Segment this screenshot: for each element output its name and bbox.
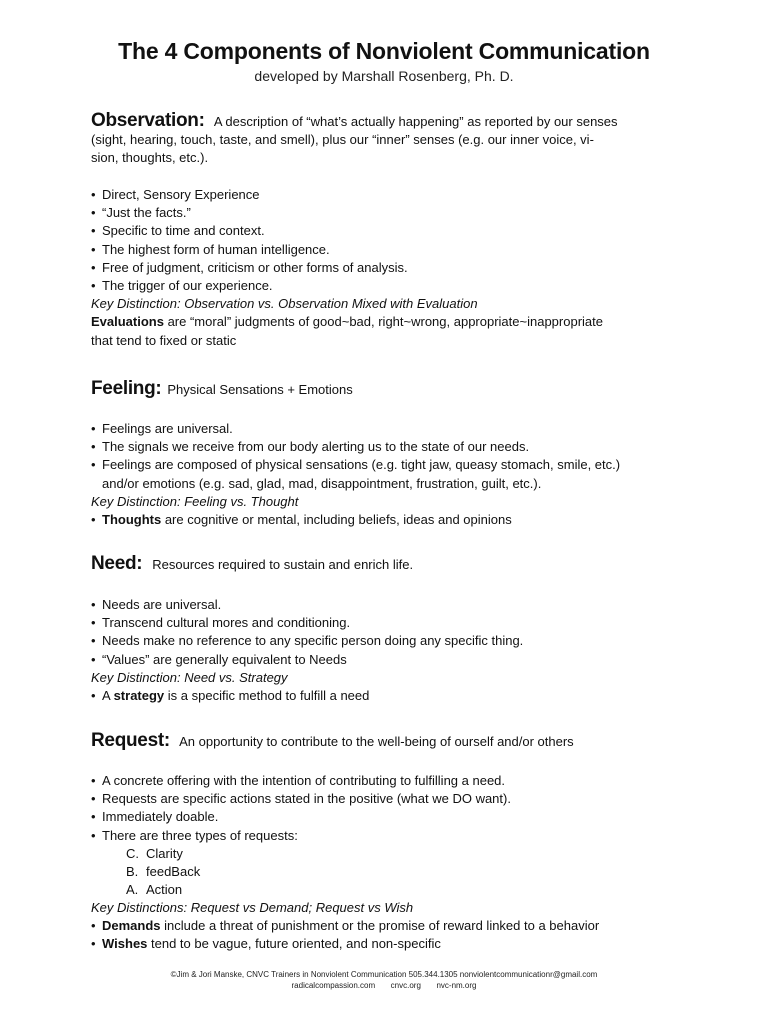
need-intro: Need: Resources required to sustain and enrich life.: [91, 553, 414, 574]
list-item: • Needs make no reference to any specific person doing any specific thing.: [91, 633, 524, 649]
list-item: • Specific to time and context.: [91, 223, 265, 239]
strategy-term: strategy: [113, 688, 165, 704]
feeling-key-distinction: Key Distinction: Feeling vs. Thought: [91, 493, 299, 509]
wishes-definition: • Wishes tend to be vague, future oriented, and non-specific: [91, 936, 441, 952]
feeling-definition: • Thoughts are cognitive or mental, including beliefs, ideas and opinions: [91, 512, 512, 528]
footer-credits: ©Jim & Jori Manske, CNVC Trainers in Nonviolent Communication 505.344.1305 nonviolentcommunicationr@gmail.com: [170, 970, 598, 979]
demands-definition: • Demands include a threat of punishment or the promise of reward linked to a behavior: [91, 918, 600, 934]
feeling-bullet-list: [91, 420, 676, 493]
list-item: • “Values” are generally equivalent to Needs: [91, 651, 347, 667]
observation-intro: Observation: A description of “what’s actually happening” as reported by our senses (sight, hearing, touch, taste, and smell), plus our “inner” senses (e.g. our inner voice, vi- sion, thoughts, etc.).: [91, 110, 618, 165]
request-types-list: [91, 845, 676, 899]
feeling-intro: Feeling: Physical Sensations + Emotions: [91, 378, 353, 399]
list-item: • The highest form of human intelligence.: [91, 241, 330, 257]
list-item: • Requests are specific actions stated in the positive (what we DO want).: [91, 791, 511, 807]
section-need: [91, 555, 676, 705]
section-observation: [91, 112, 676, 350]
list-item: • Feelings are universal.: [91, 421, 233, 436]
evaluations-term: Evaluations: [91, 314, 164, 330]
list-item: • Immediately doable.: [91, 809, 219, 825]
list-item-continuation: and/or emotions (e.g. sad, glad, mad, disappointment, frustration, guilt, etc.).: [102, 475, 542, 491]
request-type-item: A. Action: [126, 881, 183, 897]
request-type-item: B. feedBack: [126, 863, 201, 879]
observation-bullet-list: [91, 186, 676, 295]
section-feeling: [91, 380, 676, 529]
wishes-term: Wishes: [102, 936, 148, 952]
section-request: [91, 732, 676, 953]
observation-intro-line1: A description of “what’s actually happening” as reported by our senses: [213, 114, 618, 129]
need-heading: Need: [91, 553, 137, 574]
observation-key-distinction: Key Distinction: Observation vs. Observation Mixed with Evaluation: [91, 296, 478, 312]
feeling-intro-text: Physical Sensations + Emotions: [167, 382, 353, 397]
list-item: • A concrete offering with the intention of contributing to fulfilling a need.: [91, 773, 506, 788]
request-bullet-list: [91, 772, 676, 845]
demands-term: Demands: [102, 918, 161, 934]
list-item: • Transcend cultural mores and conditioning.: [91, 615, 351, 631]
observation-intro-line2: (sight, hearing, touch, taste, and smell), plus our “inner” senses (e.g. our inner voice, vi-: [91, 132, 594, 147]
request-type-item: C. Clarity: [126, 845, 183, 861]
footer-websites: radicalcompassion.com cnvc.org nvc-nm.org: [291, 981, 477, 990]
need-bullet-list: [91, 596, 676, 669]
request-key-distinction: Key Distinctions: Request vs Demand; Request vs Wish: [91, 899, 414, 915]
list-item: • Needs are universal.: [91, 597, 222, 612]
observation-definition: Evaluations are “moral” judgments of good~bad, right~wrong, appropriate~inappropriate that tend to fixed or static: [91, 314, 603, 348]
need-definition: • A strategy is a specific method to fulfill a need: [91, 688, 370, 704]
request-heading: Request: [91, 730, 164, 751]
thoughts-term: Thoughts: [102, 512, 162, 528]
need-intro-text: Resources required to sustain and enrich life.: [152, 557, 414, 572]
list-item: • Direct, Sensory Experience: [91, 187, 260, 202]
list-item: • There are three types of requests:: [91, 827, 298, 843]
need-key-distinction: Key Distinction: Need vs. Strategy: [91, 669, 288, 685]
list-item: • Free of judgment, criticism or other forms of analysis.: [91, 259, 408, 275]
observation-intro-line3: sion, thoughts, etc.).: [91, 150, 209, 165]
list-item: • Feelings are composed of physical sensations (e.g. tight jaw, queasy stomach, smile, etc.): [91, 457, 621, 473]
observation-heading: Observation: [91, 110, 199, 131]
feeling-heading: Feeling: [91, 378, 156, 399]
list-item: • The signals we receive from our body alerting us to the state of our needs.: [91, 439, 530, 455]
page-subtitle: developed by Marshall Rosenberg, Ph. D.: [254, 68, 514, 84]
page-title: The 4 Components of Nonviolent Communication: [118, 38, 650, 64]
request-intro-text: An opportunity to contribute to the well-being of ourself and/or others: [179, 734, 574, 749]
list-item: • “Just the facts.”: [91, 205, 191, 221]
request-intro: Request: An opportunity to contribute to the well-being of ourself and/or others: [91, 730, 574, 751]
list-item: • The trigger of our experience.: [91, 278, 273, 294]
